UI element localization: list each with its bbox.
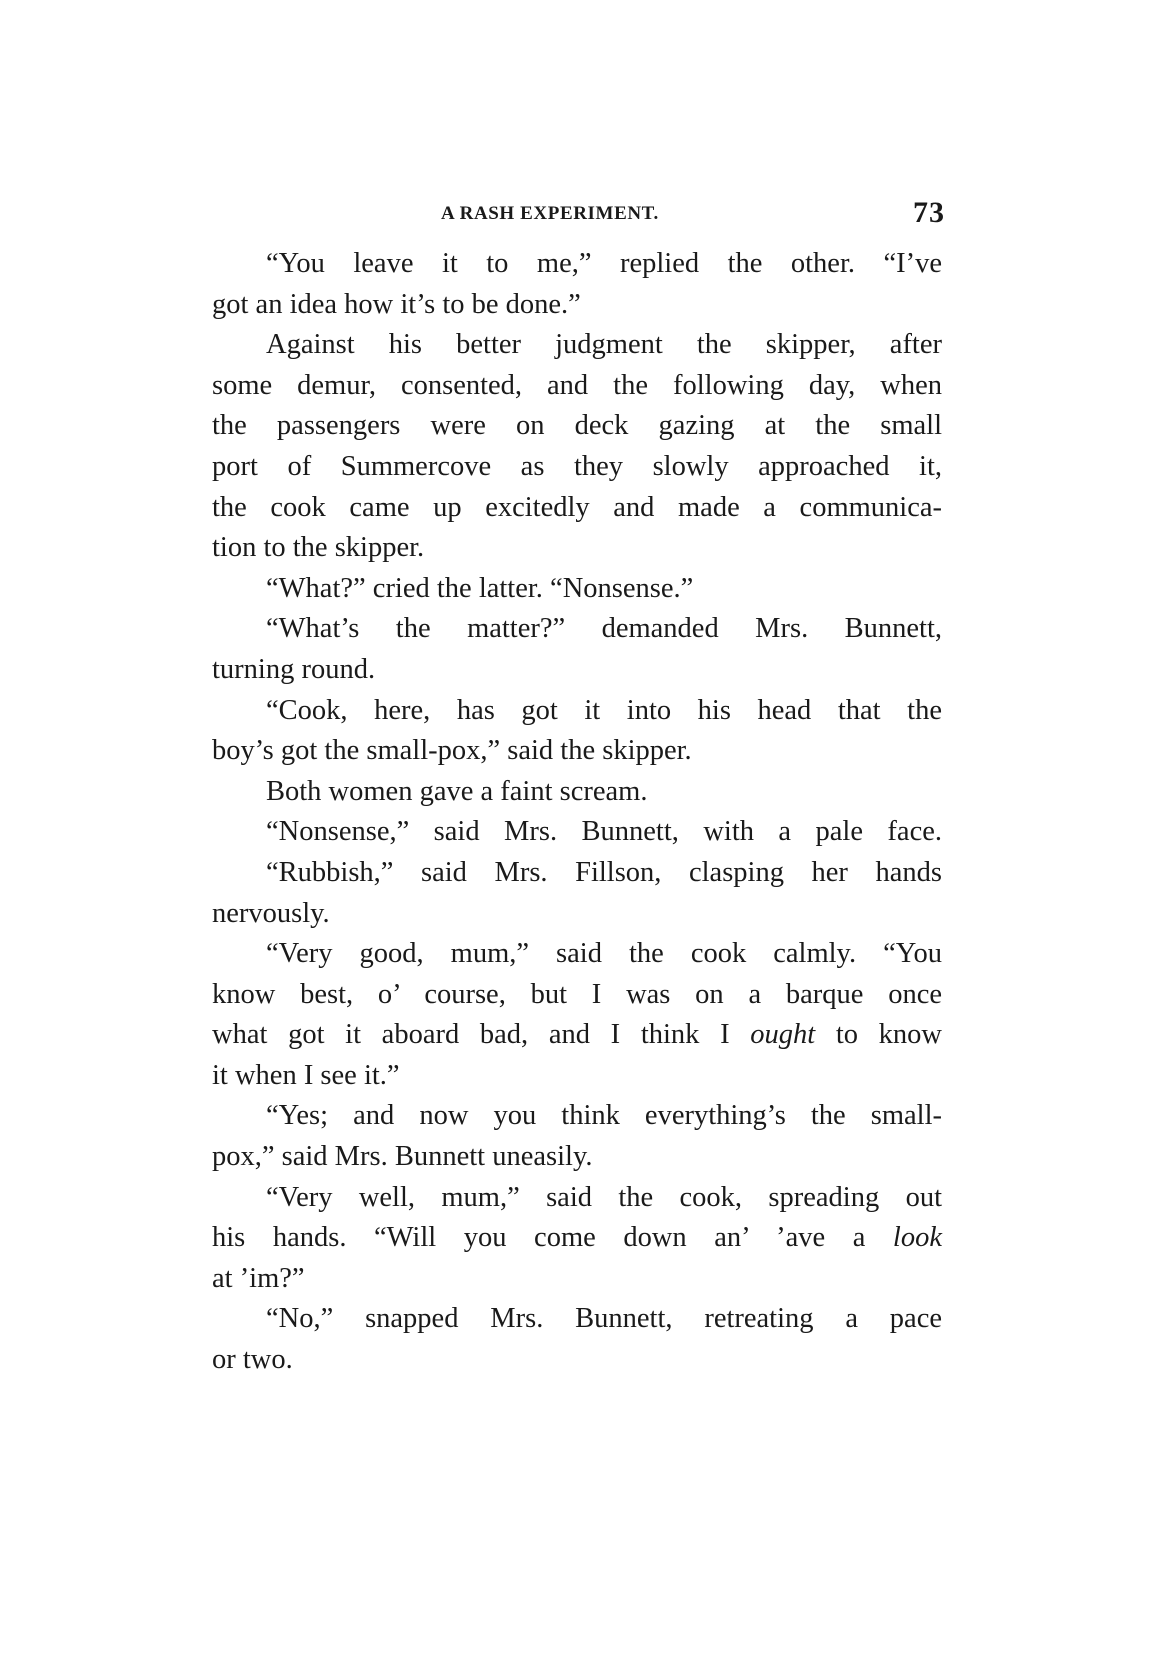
text-line: [212, 1218, 942, 1259]
text-line-content: “Very well, mum,” said the cook, spreading out: [266, 1181, 942, 1213]
text-line: [212, 894, 942, 935]
page-header: [210, 196, 945, 236]
text-line-content: what got it aboard bad, and I think I: [212, 1019, 730, 1051]
text-line: [212, 731, 942, 772]
text-line-content: it when I see it.”: [212, 1059, 400, 1091]
text-line-content: “What’s the matter?” demanded Mrs. Bunnett,: [266, 613, 942, 645]
text-line-content: tion to the skipper.: [212, 532, 425, 564]
text-line: [212, 1056, 942, 1097]
text-line: [212, 609, 942, 650]
text-line: [212, 1096, 942, 1137]
text-line-content: some demur, consented, and the following day, when: [212, 369, 942, 401]
text-line: [212, 772, 942, 813]
text-line: [212, 1137, 942, 1178]
italic-word: ought: [750, 1019, 816, 1051]
text-line: [212, 975, 942, 1016]
text-line: [212, 244, 942, 285]
text-line-content: “Nonsense,” said Mrs. Bunnett, with a pale face.: [266, 816, 942, 848]
page-number: 73: [913, 196, 945, 229]
text-line-content: at ’im?”: [212, 1262, 305, 1294]
text-line-content: “You leave it to me,” replied the other. “I’ve: [266, 248, 942, 279]
text-line: [212, 1340, 942, 1381]
text-line-content: Both women gave a faint scream.: [266, 775, 648, 807]
text-line: [212, 285, 942, 326]
text-line-content: his hands. “Will you come down an’ ’ave a: [212, 1222, 866, 1254]
text-line: [212, 1259, 942, 1300]
text-line-content: “What?” cried the latter. “Nonsense.”: [266, 572, 694, 604]
text-line: [212, 528, 942, 569]
text-line: [212, 1299, 942, 1340]
text-line-content: the passengers were on deck gazing at the small: [212, 410, 942, 442]
text-line-content: the cook came up excitedly and made a communica-: [212, 491, 942, 523]
text-line-content: Against his better judgment the skipper, after: [266, 329, 942, 361]
text-line: [212, 934, 942, 975]
text-line: [212, 1178, 942, 1219]
text-line-content: “Cook, here, has got it into his head that the: [266, 694, 942, 726]
text-line: [212, 569, 942, 610]
text-line-content: “Yes; and now you think everything’s the small-: [266, 1100, 942, 1132]
text-line: [212, 691, 942, 732]
text-line-content: turning round.: [212, 653, 376, 685]
text-line: [212, 1015, 942, 1056]
text-line-content: pox,” said Mrs. Bunnett uneasily.: [212, 1141, 593, 1173]
text-line: [212, 812, 942, 853]
text-line: [212, 853, 942, 894]
text-line: [212, 406, 942, 447]
text-line: [212, 447, 942, 488]
text-line-content: port of Summercove as they slowly approached it,: [212, 450, 942, 482]
text-line-content: or two.: [212, 1344, 293, 1376]
text-line: [212, 650, 942, 691]
text-line-content: boy’s got the small-pox,” said the skipper.: [212, 735, 692, 767]
text-line-content: know best, o’ course, but I was on a barque once: [212, 978, 942, 1010]
text-line: [212, 488, 942, 529]
running-title: A RASH EXPERIMENT.: [441, 203, 659, 224]
text-line-content: nervously.: [212, 897, 330, 929]
body-text: [212, 244, 942, 1381]
italic-word: look: [892, 1222, 942, 1254]
text-line-content: got an idea how it’s to be done.”: [212, 288, 581, 320]
text-line: [212, 366, 942, 407]
text-line-content: “Very good, mum,” said the cook calmly. “You: [266, 938, 942, 970]
text-line-content: “No,” snapped Mrs. Bunnett, retreating a pace: [266, 1303, 942, 1335]
text-line-content: “Rubbish,” said Mrs. Fillson, clasping her hands: [266, 856, 942, 888]
text-line: [212, 325, 942, 366]
text-line-tail: to know: [815, 1019, 942, 1051]
